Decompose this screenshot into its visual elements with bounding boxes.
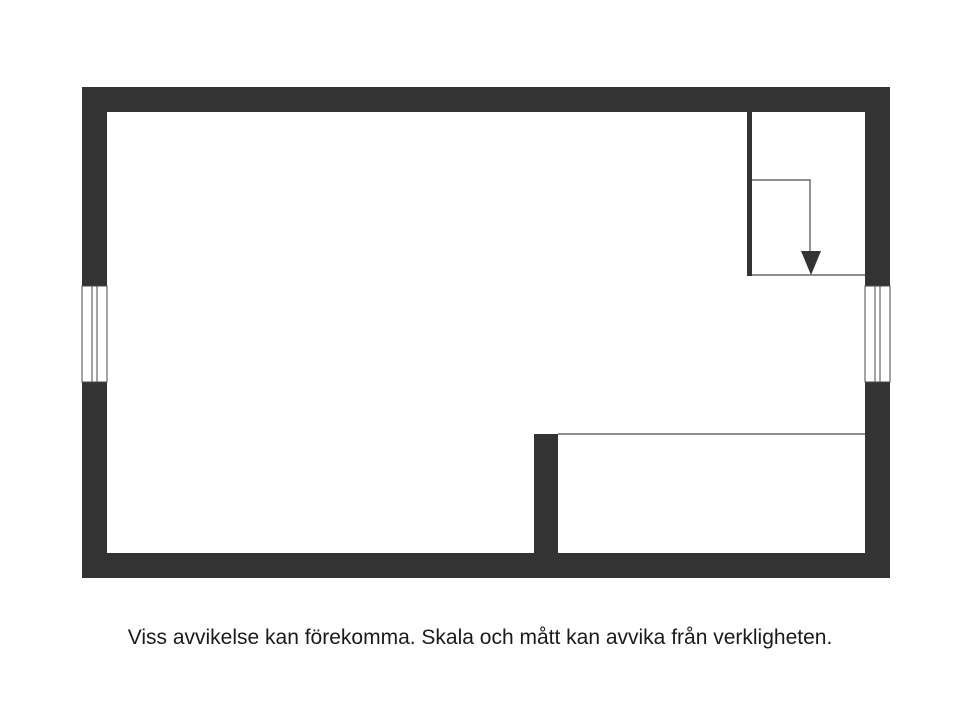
staircase — [747, 112, 865, 276]
stair-arrow-icon — [801, 251, 821, 275]
disclaimer-text: Viss avvikelse kan förekomma. Skala och mått kan avvika från verkligheten. — [127, 626, 833, 649]
outer-wall-left-lower — [82, 382, 107, 578]
stair-wall — [747, 112, 752, 276]
inner-wall — [534, 434, 558, 555]
outer-wall-right-upper — [865, 87, 890, 286]
outer-wall-bottom — [82, 553, 890, 578]
outer-wall-top — [82, 87, 890, 112]
outer-wall-left-upper — [82, 87, 107, 286]
window-right — [865, 286, 890, 382]
window-left — [82, 286, 107, 382]
outer-wall-right-lower — [865, 382, 890, 578]
